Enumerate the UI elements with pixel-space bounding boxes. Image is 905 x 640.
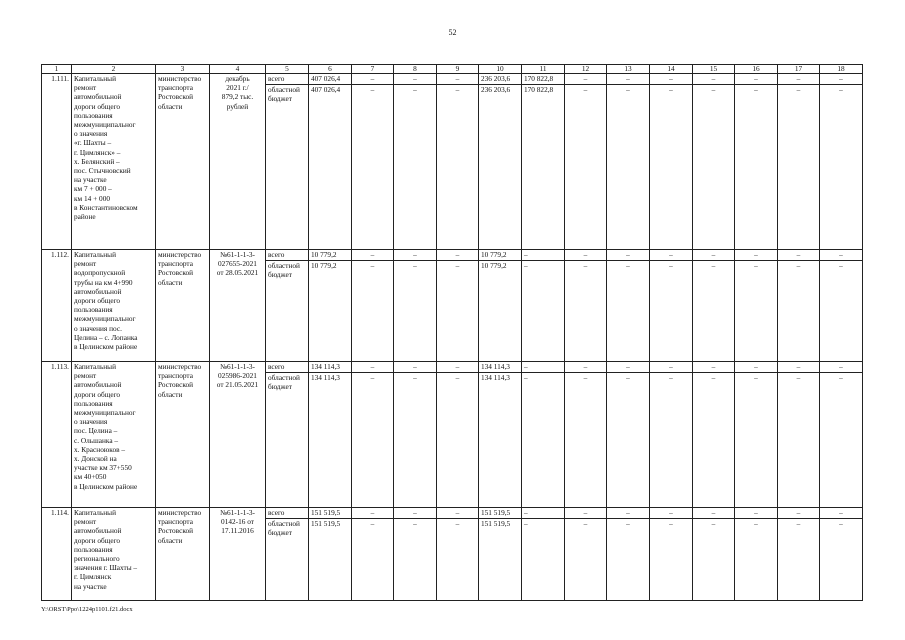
amount-c10 — [479, 362, 522, 508]
regional-budget-value: 151 519,5 — [481, 519, 511, 528]
amount-c12 — [565, 250, 607, 362]
amount-c11 — [522, 74, 565, 250]
total-value: – — [522, 250, 564, 261]
total-value: 134 114,3 — [479, 362, 521, 373]
regional-budget-value: – — [754, 85, 758, 94]
total-value: – — [607, 508, 649, 519]
column-number-header: 14 — [650, 65, 693, 74]
row-number: 1.114. — [42, 508, 72, 601]
amount-c12 — [565, 362, 607, 508]
regional-budget-value: – — [669, 519, 673, 528]
amount-c13 — [607, 508, 650, 601]
regional-budget-value: – — [669, 373, 673, 382]
amount-c13 — [607, 362, 650, 508]
regional-budget-value: – — [583, 261, 588, 270]
table-row — [42, 74, 863, 250]
regional-budget-value: – — [583, 85, 588, 94]
total-value: всего — [266, 250, 308, 261]
regional-budget-value: 10 779,2 — [481, 261, 507, 270]
amount-c11 — [522, 362, 565, 508]
regional-budget-value: – — [370, 373, 375, 382]
regional-budget-value: 151 519,5 — [311, 519, 341, 528]
table-row — [42, 362, 863, 508]
regional-budget-value: – — [413, 519, 417, 528]
column-number-header: 16 — [735, 65, 778, 74]
regional-budget-value: – — [455, 261, 460, 270]
total-value: 151 519,5 — [309, 508, 351, 519]
amount-c6 — [309, 250, 352, 362]
regional-budget-value: – — [754, 261, 758, 270]
page-number: 52 — [448, 28, 457, 37]
total-value: 151 519,5 — [479, 508, 521, 519]
document-path-footer: Y:\ORST\Ppo\1224p1101.f21.docx — [41, 606, 133, 613]
regional-budget-value: – — [413, 261, 417, 270]
regional-budget-value: 236 203,6 — [481, 85, 511, 94]
amount-c8 — [394, 74, 437, 250]
amount-c13 — [607, 250, 650, 362]
regional-budget-value: 134 114,3 — [481, 373, 510, 382]
regional-budget-value: – — [839, 85, 843, 94]
column-number-header: 10 — [479, 65, 522, 74]
amount-c7 — [352, 250, 394, 362]
column-number-header: 12 — [565, 65, 607, 74]
regional-budget-value: областной бюджет — [268, 261, 300, 280]
total-value: – — [778, 508, 819, 519]
total-value: 10 779,2 — [479, 250, 521, 261]
regional-budget-value: – — [796, 261, 801, 270]
amount-c10 — [479, 508, 522, 601]
regional-budget-value: 170 822,8 — [524, 85, 554, 94]
total-value: – — [352, 74, 393, 85]
amount-c15 — [693, 250, 735, 362]
total-value: – — [565, 74, 606, 85]
amount-c18 — [820, 250, 863, 362]
total-value: – — [565, 362, 606, 373]
program-table — [41, 64, 863, 601]
total-value: – — [437, 250, 478, 261]
total-value: – — [437, 508, 478, 519]
amount-c17 — [778, 74, 820, 250]
amount-c9 — [437, 250, 479, 362]
amount-c14 — [650, 362, 693, 508]
regional-budget-value: 134 114,3 — [311, 373, 340, 382]
total-value: – — [437, 362, 478, 373]
amount-c15 — [693, 362, 735, 508]
regional-budget-value: – — [370, 261, 375, 270]
total-value: – — [650, 362, 692, 373]
regional-budget-value: – — [413, 85, 417, 94]
amount-c10 — [479, 74, 522, 250]
regional-budget-value: – — [839, 373, 843, 382]
total-value: – — [735, 250, 777, 261]
total-value: 134 114,3 — [309, 362, 351, 373]
regional-budget-value: – — [839, 261, 843, 270]
funding-source — [266, 74, 309, 250]
total-value: – — [778, 362, 819, 373]
total-value: – — [735, 508, 777, 519]
amount-c18 — [820, 508, 863, 601]
total-value: – — [820, 508, 862, 519]
regional-budget-value: – — [711, 373, 716, 382]
row-number: 1.113. — [42, 362, 72, 508]
amount-c9 — [437, 74, 479, 250]
regional-budget-value: – — [524, 519, 528, 528]
column-number-header: 3 — [156, 65, 210, 74]
amount-c11 — [522, 508, 565, 601]
regional-budget-value: областной бюджет — [268, 85, 300, 104]
regional-budget-value: – — [754, 373, 758, 382]
total-value: – — [394, 74, 436, 85]
column-number-header: 6 — [309, 65, 352, 74]
total-value: 236 203,6 — [479, 74, 521, 85]
amount-c17 — [778, 250, 820, 362]
amount-c17 — [778, 362, 820, 508]
amount-c14 — [650, 250, 693, 362]
total-value: всего — [266, 508, 308, 519]
regional-budget-value: областной бюджет — [268, 373, 300, 392]
amount-c15 — [693, 508, 735, 601]
total-value: – — [607, 362, 649, 373]
regional-budget-value: – — [839, 519, 843, 528]
total-value: – — [394, 250, 436, 261]
total-value: – — [650, 74, 692, 85]
executor: министерство транспорта Ростовской области — [156, 362, 210, 508]
total-value: – — [352, 250, 393, 261]
regional-budget-value: – — [796, 519, 801, 528]
total-value: – — [693, 250, 734, 261]
regional-budget-value: – — [370, 519, 375, 528]
row-number: 1.112. — [42, 250, 72, 362]
amount-c7 — [352, 74, 394, 250]
regional-budget-value: – — [754, 519, 758, 528]
total-value: – — [778, 74, 819, 85]
amount-c11 — [522, 250, 565, 362]
document-reference: №61-1-1-3- 025986-2021 от 21.05.2021 — [210, 362, 266, 508]
amount-c8 — [394, 250, 437, 362]
regional-budget-value: – — [626, 261, 630, 270]
row-number: 1.111. — [42, 74, 72, 250]
total-value: – — [820, 74, 862, 85]
amount-c16 — [735, 508, 778, 601]
total-value: – — [778, 250, 819, 261]
total-value: – — [693, 508, 734, 519]
regional-budget-value: 10 779,2 — [311, 261, 337, 270]
total-value: 407 026,4 — [309, 74, 351, 85]
regional-budget-value: – — [626, 85, 630, 94]
executor: министерство транспорта Ростовской области — [156, 74, 210, 250]
column-number-header: 5 — [266, 65, 309, 74]
regional-budget-value: – — [524, 373, 528, 382]
total-value: – — [394, 362, 436, 373]
executor: министерство транспорта Ростовской области — [156, 250, 210, 362]
total-value: – — [650, 508, 692, 519]
regional-budget-value: – — [669, 261, 673, 270]
table-row — [42, 250, 863, 362]
amount-c15 — [693, 74, 735, 250]
regional-budget-value: – — [583, 519, 588, 528]
regional-budget-value: – — [711, 261, 716, 270]
regional-budget-value: – — [626, 373, 630, 382]
amount-c9 — [437, 362, 479, 508]
amount-c12 — [565, 508, 607, 601]
total-value: – — [352, 362, 393, 373]
amount-c16 — [735, 250, 778, 362]
table-header-row — [42, 65, 863, 74]
amount-c12 — [565, 74, 607, 250]
total-value: – — [522, 362, 564, 373]
regional-budget-value: – — [413, 373, 417, 382]
column-number-header: 2 — [72, 65, 156, 74]
total-value: всего — [266, 362, 308, 373]
total-value: 170 822,8 — [522, 74, 564, 85]
column-number-header: 17 — [778, 65, 820, 74]
total-value: – — [522, 508, 564, 519]
total-value: – — [565, 250, 606, 261]
column-number-header: 1 — [42, 65, 72, 74]
regional-budget-value: – — [796, 373, 801, 382]
regional-budget-value: – — [796, 85, 801, 94]
column-number-header: 7 — [352, 65, 394, 74]
total-value: – — [607, 250, 649, 261]
regional-budget-value: – — [455, 519, 460, 528]
amount-c14 — [650, 74, 693, 250]
column-number-header: 11 — [522, 65, 565, 74]
total-value: – — [735, 74, 777, 85]
column-number-header: 9 — [437, 65, 479, 74]
amount-c9 — [437, 508, 479, 601]
total-value: – — [693, 362, 734, 373]
document-reference: №61-1-1-3- 027655-2021 от 28.05.2021 — [210, 250, 266, 362]
amount-c13 — [607, 74, 650, 250]
regional-budget-value: – — [669, 85, 673, 94]
total-value: – — [565, 508, 606, 519]
column-number-header: 4 — [210, 65, 266, 74]
regional-budget-value: – — [524, 261, 528, 270]
column-number-header: 18 — [820, 65, 863, 74]
regional-budget-value: областной бюджет — [268, 519, 300, 538]
regional-budget-value: – — [711, 85, 716, 94]
document-reference: №61-1-1-3- 0142-16 от 17.11.2016 — [210, 508, 266, 601]
amount-c7 — [352, 362, 394, 508]
amount-c18 — [820, 362, 863, 508]
amount-c6 — [309, 508, 352, 601]
table-row — [42, 508, 863, 601]
regional-budget-value: – — [583, 373, 588, 382]
funding-source — [266, 362, 309, 508]
regional-budget-value: – — [626, 519, 630, 528]
column-number-header: 8 — [394, 65, 437, 74]
document-reference: декабрь 2021 г./ 879,2 тыс. рублей — [210, 74, 266, 250]
total-value: всего — [266, 74, 308, 85]
total-value: – — [394, 508, 436, 519]
total-value: – — [607, 74, 649, 85]
funding-source — [266, 508, 309, 601]
total-value: 10 779,2 — [309, 250, 351, 261]
regional-budget-value: – — [370, 85, 375, 94]
regional-budget-value: – — [455, 373, 460, 382]
amount-c18 — [820, 74, 863, 250]
total-value: – — [820, 250, 862, 261]
amount-c16 — [735, 362, 778, 508]
total-value: – — [650, 250, 692, 261]
regional-budget-value: – — [455, 85, 460, 94]
measure-name: Капитальный ремонт водопропускной трубы на км 4+990 автомобильной дороги общего пользования межмуниципальног о значения пос. Целина – с. Лопанка в Целинском районе — [72, 250, 156, 362]
funding-source — [266, 250, 309, 362]
executor: министерство транспорта Ростовской области — [156, 508, 210, 601]
measure-name: Капитальный ремонт автомобильной дороги общего пользования регионального значения г. Шахты – г. Цимлянск на участке — [72, 508, 156, 601]
amount-c17 — [778, 508, 820, 601]
column-number-header: 13 — [607, 65, 650, 74]
amount-c6 — [309, 74, 352, 250]
total-value: – — [352, 508, 393, 519]
total-value: – — [437, 74, 478, 85]
amount-c8 — [394, 508, 437, 601]
measure-name: Капитальный ремонт автомобильной дороги общего пользования межмуниципальног о значения пос. Целина – с. Ольшанка – х. Красноюков – х. Донской на участке км 37+550 км 40+050 в Целинском районе — [72, 362, 156, 508]
total-value: – — [693, 74, 734, 85]
regional-budget-value: – — [711, 519, 716, 528]
column-number-header: 15 — [693, 65, 735, 74]
amount-c7 — [352, 508, 394, 601]
amount-c8 — [394, 362, 437, 508]
total-value: – — [735, 362, 777, 373]
amount-c6 — [309, 362, 352, 508]
amount-c14 — [650, 508, 693, 601]
amount-c16 — [735, 74, 778, 250]
regional-budget-value: 407 026,4 — [311, 85, 341, 94]
measure-name: Капитальный ремонт автомобильной дороги общего пользования межмуниципальног о значения «г. Шахты – г. Цимлянск» – х. Белянский – пос. Стычновский на участке км 7 + 000 – км 14 + 000 в Константиновском районе — [72, 74, 156, 250]
amount-c10 — [479, 250, 522, 362]
total-value: – — [820, 362, 862, 373]
